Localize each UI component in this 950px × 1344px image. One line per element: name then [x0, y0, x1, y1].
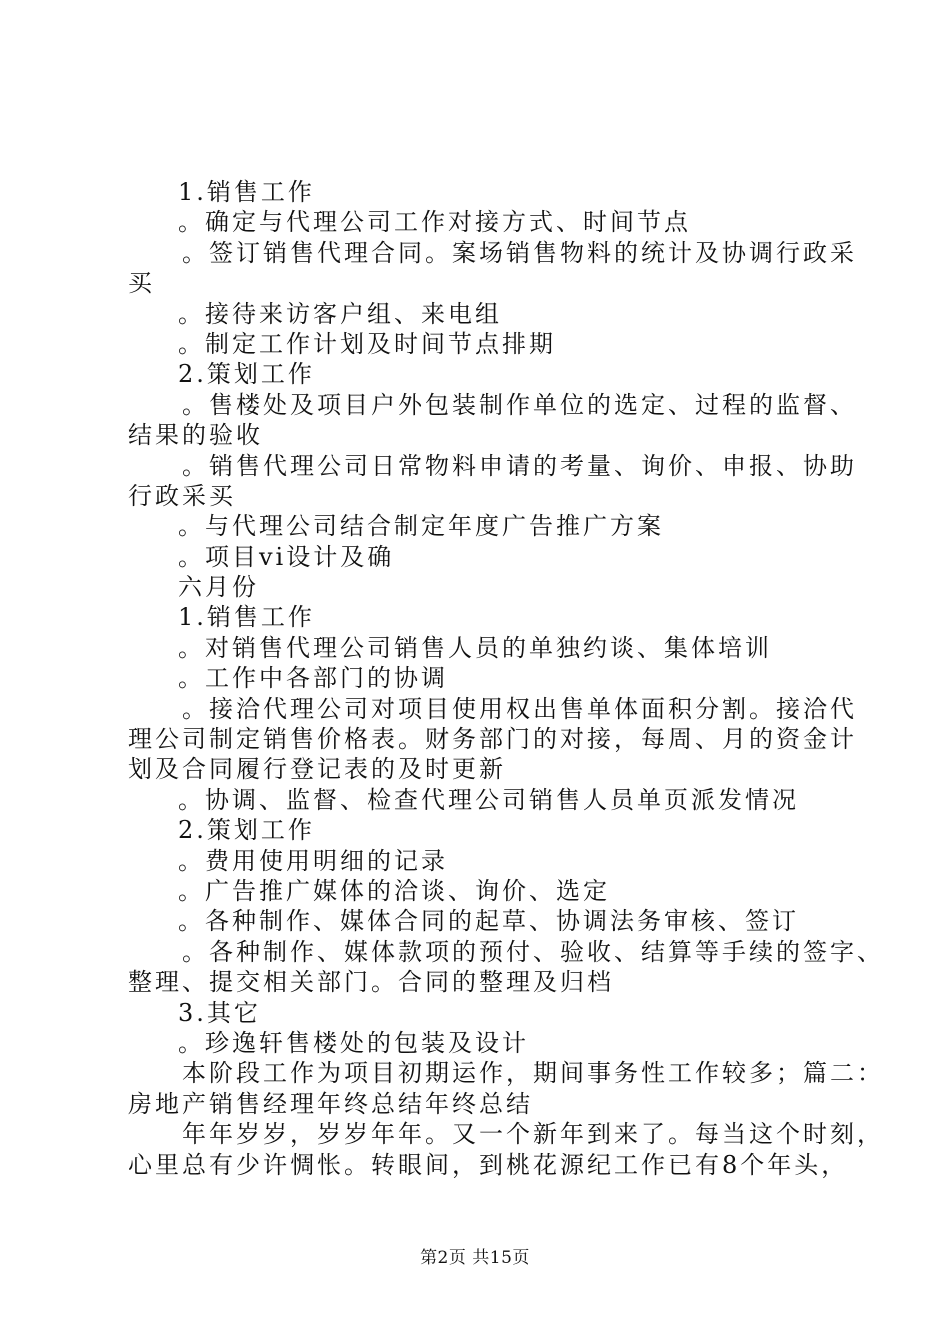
text-line: 。协调、监督、检查代理公司销售人员单页派发情况	[178, 785, 799, 814]
text-line: 心里总有少许惆怅。转眼间，到桃花源纪工作已有8个年头，	[128, 1150, 849, 1179]
text-line: 。接洽代理公司对项目使用权出售单体面积分割。接洽代	[182, 694, 857, 723]
page-footer: 第2页 共15页	[420, 1248, 530, 1268]
text-line: 。珍逸轩售楼处的包装及设计	[178, 1028, 529, 1057]
text-line: 。工作中各部门的协调	[178, 664, 448, 693]
text-line: 房地产销售经理年终总结年终总结	[128, 1089, 533, 1118]
text-line: 2.策划工作	[178, 816, 315, 845]
text-line: 1.销售工作	[178, 178, 315, 206]
document-body	[128, 177, 884, 1180]
text-line: 行政采买	[128, 481, 236, 510]
text-line: 。费用使用明细的记录	[178, 846, 448, 875]
text-line: 本阶段工作为项目初期运作，期间事务性工作较多；篇二：	[182, 1059, 884, 1088]
text-line: 整理、提交相关部门。合同的整理及归档	[128, 968, 614, 997]
text-line: 理公司制定销售价格表。财务部门的对接，每周、月的资金计	[128, 725, 857, 754]
text-line: 。与代理公司结合制定年度广告推广方案	[178, 512, 664, 541]
text-line: 。制定工作计划及时间节点排期	[178, 329, 556, 358]
text-line: 。对销售代理公司销售人员的单独约谈、集体培训	[178, 633, 772, 662]
text-line: 。各种制作、媒体合同的起草、协调法务审核、签订	[178, 907, 799, 936]
text-line: 。项目vi设计及确	[178, 542, 395, 571]
text-line: 。签订销售代理合同。案场销售物料的统计及协调行政采	[182, 238, 857, 267]
text-line: 1.销售工作	[178, 603, 315, 632]
text-line: 年年岁岁，岁岁年年。又一个新年到来了。每当这个时刻，	[182, 1120, 884, 1149]
text-line: 买	[128, 269, 155, 298]
text-line: 。售楼处及项目户外包装制作单位的选定、过程的监督、	[182, 390, 857, 419]
text-line: 六月份	[178, 573, 259, 602]
text-line: 。接待来访客户组、来电组	[178, 299, 502, 328]
text-line: 结果的验收	[128, 421, 263, 450]
text-line: 。广告推广媒体的洽谈、询价、选定	[178, 876, 610, 905]
text-line: 划及合同履行登记表的及时更新	[128, 755, 506, 784]
text-line: 2.策划工作	[178, 360, 315, 389]
text-line: 。确定与代理公司工作对接方式、时间节点	[178, 208, 691, 237]
text-line: 。销售代理公司日常物料申请的考量、询价、申报、协助	[182, 451, 857, 480]
text-line: 。各种制作、媒体款项的预付、验收、结算等手续的签字、	[182, 937, 884, 966]
text-line: 3.其它	[178, 998, 261, 1027]
